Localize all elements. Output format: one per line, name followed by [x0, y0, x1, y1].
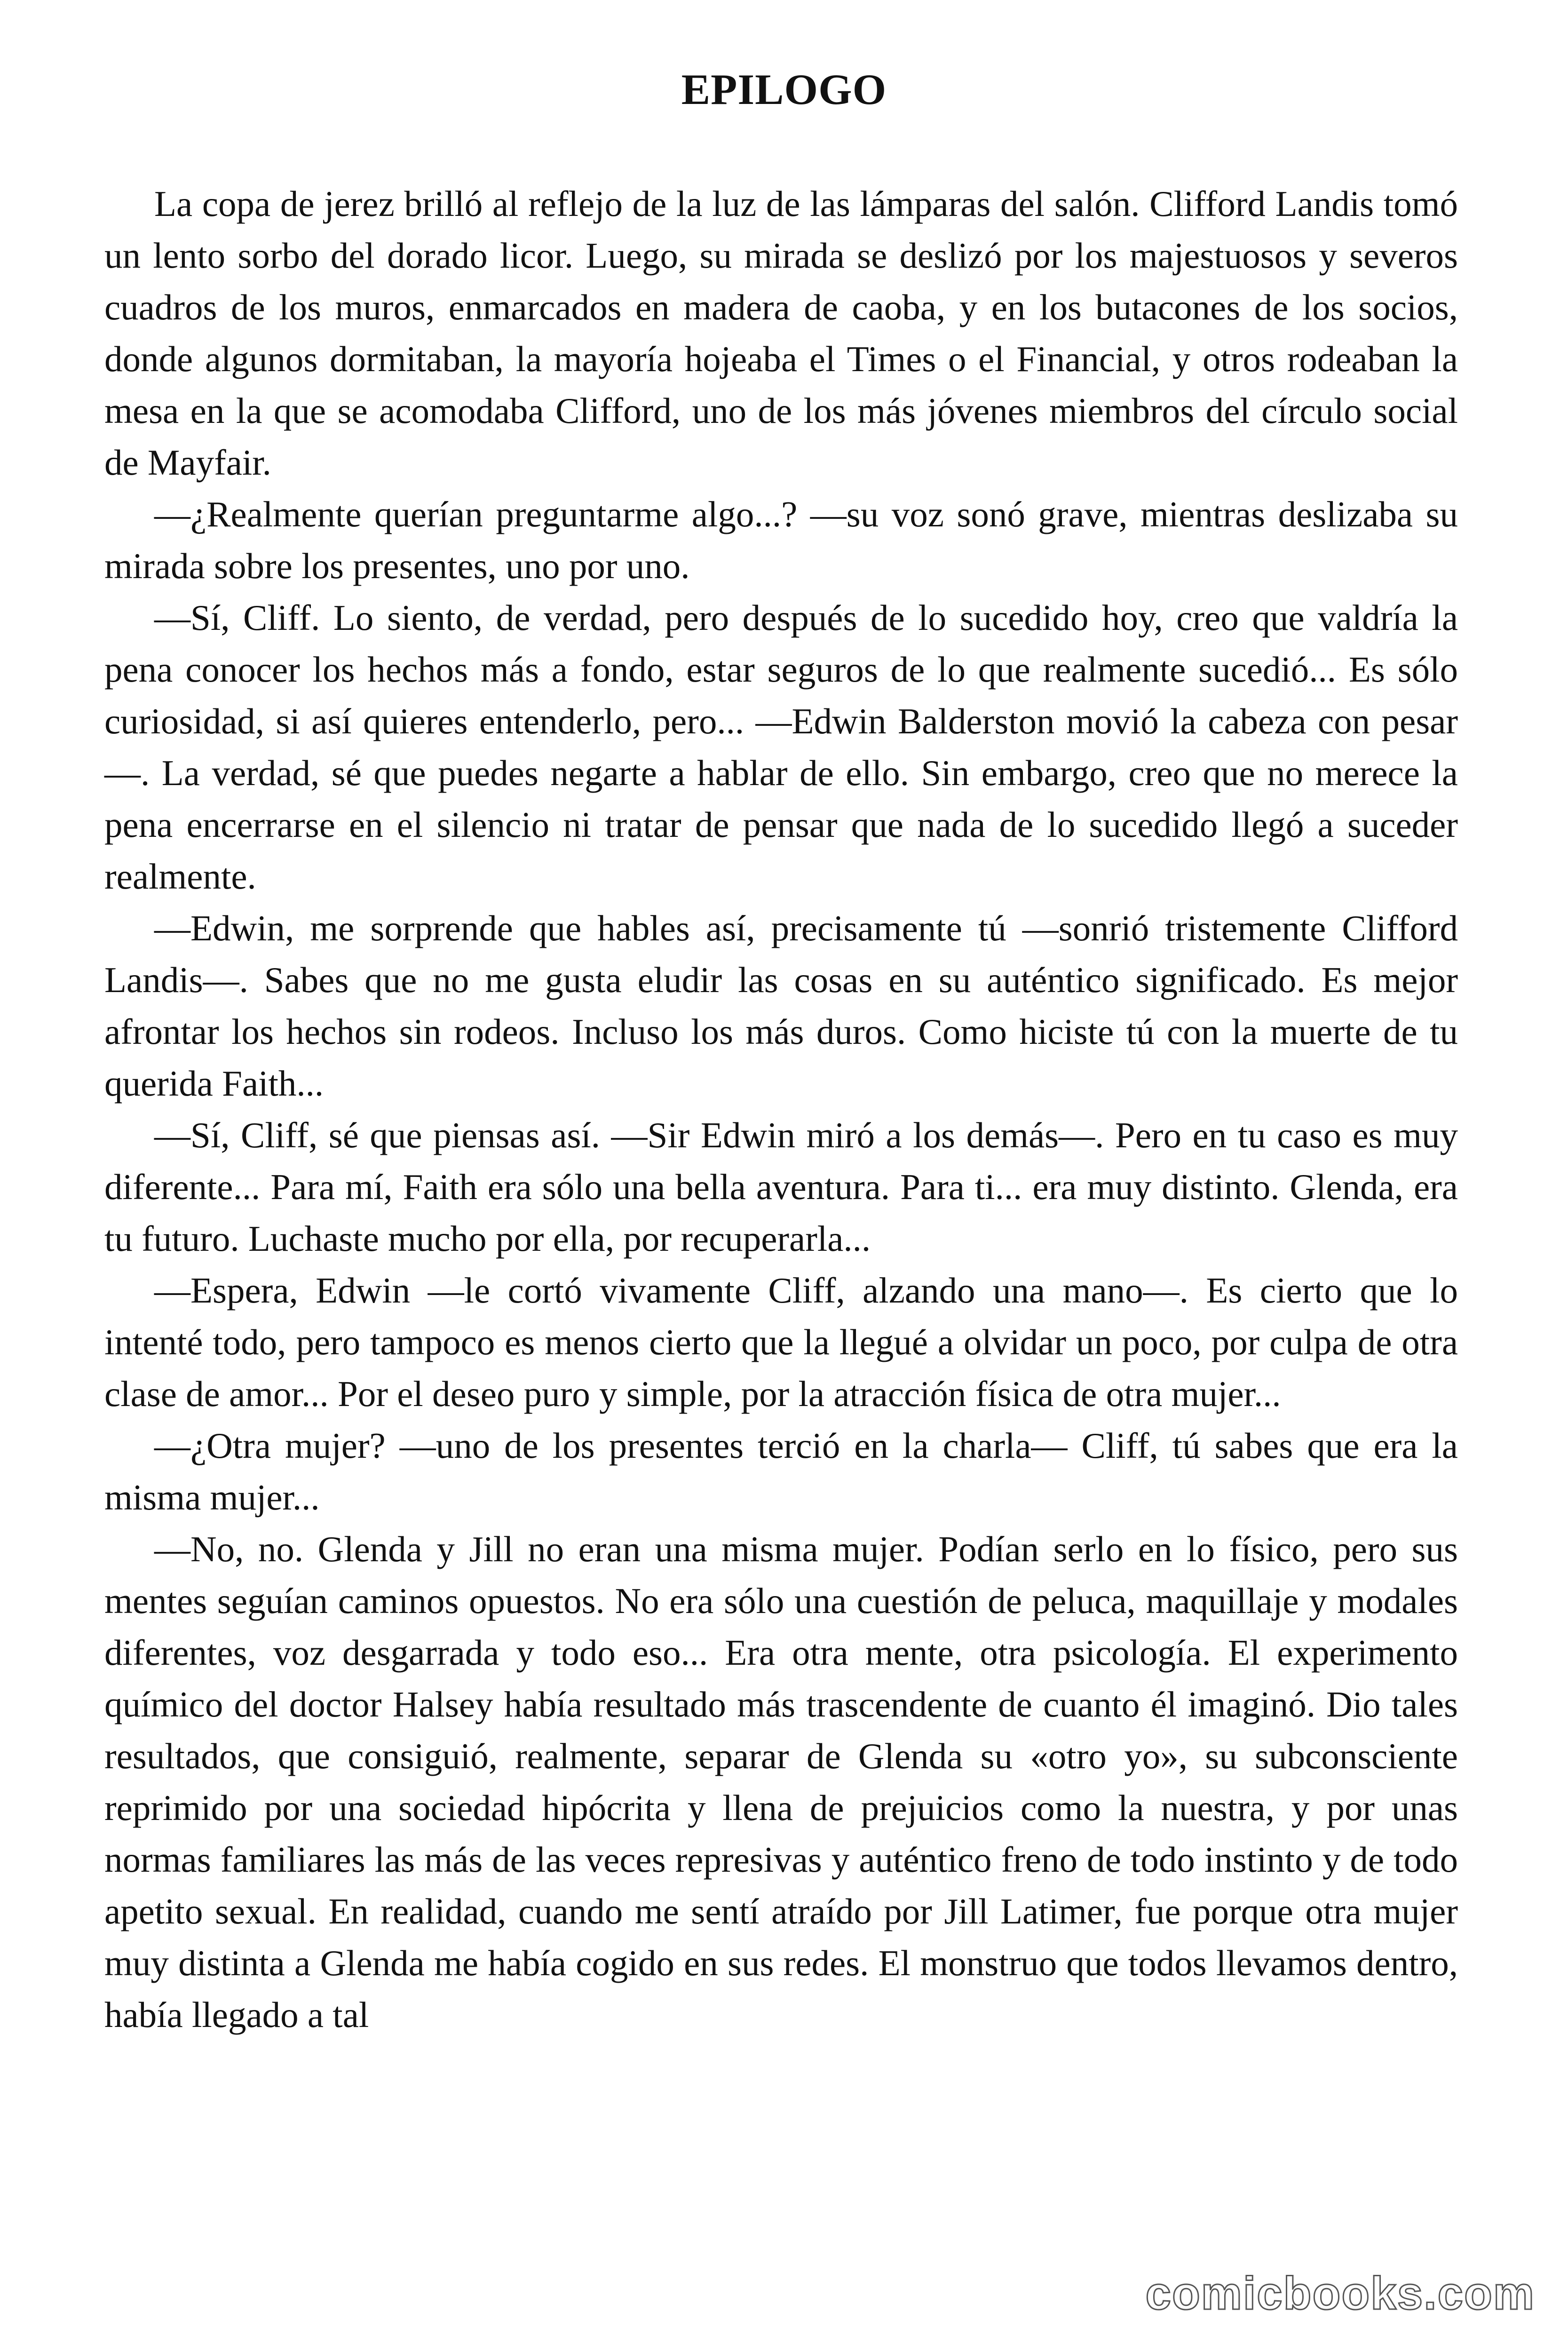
paragraph: —Sí, Cliff, sé que piensas así. —Sir Edwin miró a los demás—. Pero en tu caso es muy diferente... Para mí, Faith era sólo una bella aventura. Para ti... era muy distinto. Glenda, era tu futuro. Luchaste mucho por ella, por recuperarla...	[104, 1115, 1458, 1259]
body-text	[104, 178, 1458, 2041]
paragraph: —No, no. Glenda y Jill no eran una misma mujer. Podían serlo en lo físico, pero sus mentes seguían caminos opuestos. No era sólo una cuestión de peluca, maquillaje y modales diferentes, voz desgarrada y todo eso... Era otra mente, otra psicología. El experimento químico del doctor Halsey había resultado más trascendente de cuanto él imaginó. Dio tales resultados, que consiguió, realmente, separar de Glenda su «otro yo», su subconsciente reprimido por una sociedad hipócrita y llena de prejuicios como la nuestra, y por unas normas familiares las más de las veces represivas y auténtico freno de todo instinto y de todo apetito sexual. En realidad, cuando me sentí atraído por Jill Latimer, fue porque otra mujer muy distinta a Glenda me había cogido en sus redes. El monstruo que todos llevamos dentro, había llegado a tal	[104, 1529, 1458, 2035]
paragraph: —Sí, Cliff. Lo siento, de verdad, pero después de lo sucedido hoy, creo que valdría la pena conocer los hechos más a fondo, estar seguros de lo que realmente sucedió... Es sólo curiosidad, si así quieres entenderlo, pero... —Edwin Balderston movió la cabeza con pesar—. La verdad, sé que puedes negarte a hablar de ello. Sin embargo, creo que no merece la pena encerrarse en el silencio ni tratar de pensar que nada de lo sucedido llegó a suceder realmente.	[104, 597, 1458, 897]
paragraph: —Edwin, me sorprende que hables así, precisamente tú —sonrió tristemente Clifford Landis—. Sabes que no me gusta eludir las cosas en su auténtico significado. Es mejor afrontar los hechos sin rodeos. Incluso los más duros. Como hiciste tú con la muerte de tu querida Faith...	[104, 908, 1458, 1104]
paragraph: —¿Realmente querían preguntarme algo...? —su voz sonó grave, mientras deslizaba su mirada sobre los presentes, uno por uno.	[104, 494, 1458, 586]
chapter-title: EPILOGO	[681, 65, 887, 113]
paragraph: —¿Otra mujer? —uno de los presentes terció en la charla— Cliff, tú sabes que era la misma mujer...	[104, 1425, 1458, 1518]
watermark: comicbooks.com	[1145, 2267, 1535, 2319]
paragraph: —Espera, Edwin —le cortó vivamente Cliff, alzando una mano—. Es cierto que lo intenté todo, pero tampoco es menos cierto que la llegué a olvidar un poco, por culpa de otra clase de amor... Por el deseo puro y simple, por la atracción física de otra mujer...	[104, 1270, 1458, 1414]
paragraph: La copa de jerez brilló al reflejo de la luz de las lámparas del salón. Clifford Landis tomó un lento sorbo del dorado licor. Luego, su mirada se deslizó por los majestuosos y severos cuadros de los muros, enmarcados en madera de caoba, y en los butacones de los socios, donde algunos dormitaban, la mayoría hojeaba el Times o el Financial, y otros rodeaban la mesa en la que se acomodaba Clifford, uno de los más jóvenes miembros del círculo social de Mayfair.	[104, 183, 1458, 483]
